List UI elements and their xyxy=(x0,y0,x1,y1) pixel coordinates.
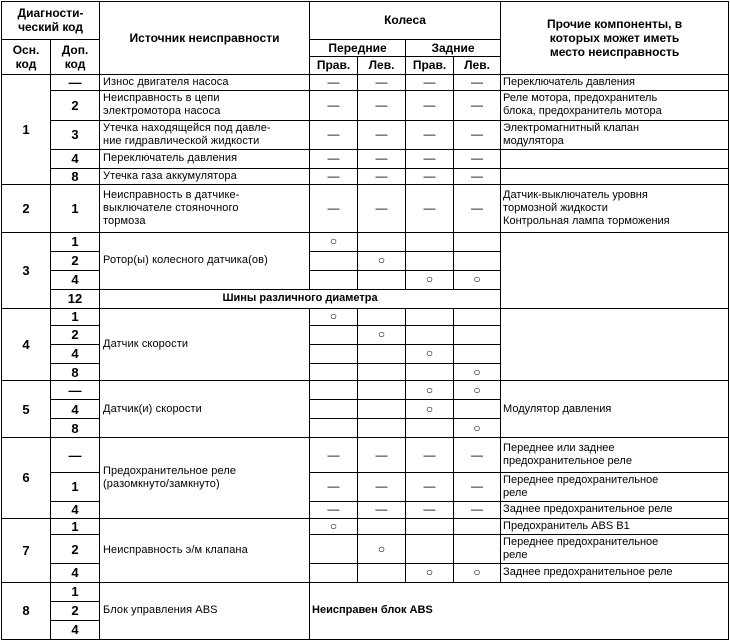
wheel-front-left-mark: — xyxy=(358,74,406,90)
wheel-front-left-mark: ○ xyxy=(358,535,406,563)
main-code: 7 xyxy=(2,518,51,582)
wheel-front-right-mark: — xyxy=(310,473,358,501)
wheel-rear-left-mark: — xyxy=(454,438,501,473)
other-components xyxy=(501,232,729,308)
wheel-rear-left-mark: ○ xyxy=(454,270,501,289)
header-other: Прочие компоненты, в которых может иметь место неисправность xyxy=(501,2,729,75)
sub-code: 4 xyxy=(51,620,100,639)
other-components: Заднее предохранительное реле xyxy=(501,501,729,518)
sub-code: 1 xyxy=(51,582,100,601)
fault-source: Ротор(ы) колесного датчика(ов) xyxy=(100,232,310,289)
wheel-front-left-mark xyxy=(358,400,406,419)
wheel-front-right-mark: ○ xyxy=(310,232,358,251)
sub-code: 4 xyxy=(51,501,100,518)
wheel-front-right-mark: — xyxy=(310,74,358,90)
diagnostic-code-table xyxy=(1,1,729,640)
sub-code: 12 xyxy=(51,289,100,308)
sub-code: 1 xyxy=(51,308,100,325)
wheel-front-right-mark xyxy=(310,563,358,582)
wheel-front-left-mark: — xyxy=(358,438,406,473)
main-code: 3 xyxy=(2,232,51,308)
sub-code: 4 xyxy=(51,344,100,363)
wheel-rear-right-mark: ○ xyxy=(406,381,454,400)
wheel-rear-left-mark: ○ xyxy=(454,381,501,400)
wheel-front-right-mark xyxy=(310,400,358,419)
fault-source: Переключатель давления xyxy=(100,149,310,168)
sub-code: 2 xyxy=(51,325,100,344)
other-components: Переднее или заднее предохранительное реле xyxy=(501,438,729,473)
table-row xyxy=(2,168,729,185)
other-components: Заднее предохранительное реле xyxy=(501,563,729,582)
sub-code: 1 xyxy=(51,473,100,501)
table-row xyxy=(2,518,729,535)
main-code: 2 xyxy=(2,185,51,232)
header-wheels: Колеса xyxy=(310,2,501,40)
wheel-rear-right-mark xyxy=(406,308,454,325)
wheel-front-left-mark: — xyxy=(358,185,406,232)
sub-code: 2 xyxy=(51,90,100,121)
wheel-front-left-mark: ○ xyxy=(358,251,406,270)
other-components: Переднее предохранительное реле xyxy=(501,535,729,563)
sub-code: — xyxy=(51,74,100,90)
wheel-front-right-mark: — xyxy=(310,438,358,473)
fault-source: Предохранительное реле (разомкнуто/замкнуто) xyxy=(100,438,310,518)
fault-source: Неисправность в цепи электромотора насоса xyxy=(100,90,310,121)
wheel-front-right-mark: — xyxy=(310,501,358,518)
header-front: Передние xyxy=(310,39,406,56)
sub-code: 1 xyxy=(51,185,100,232)
abs-unit-note: Неисправен блок ABS xyxy=(310,582,729,639)
header-sub-code: Доп. код xyxy=(51,39,100,74)
table-row xyxy=(2,74,729,90)
wheel-front-right-mark xyxy=(310,344,358,363)
wheel-front-right-mark xyxy=(310,363,358,381)
wheel-rear-right-mark: — xyxy=(406,473,454,501)
wheel-rear-right-mark: — xyxy=(406,501,454,518)
wheel-front-right-mark: — xyxy=(310,185,358,232)
header-rear: Задние xyxy=(406,39,501,56)
wheel-rear-left-mark xyxy=(454,400,501,419)
wheel-rear-left-mark xyxy=(454,308,501,325)
wheel-front-left-mark: — xyxy=(358,149,406,168)
sub-code: — xyxy=(51,381,100,400)
wheel-rear-left-mark: — xyxy=(454,90,501,121)
wheel-front-left-mark: — xyxy=(358,473,406,501)
wheel-front-left-mark: — xyxy=(358,90,406,121)
wheel-rear-left-mark xyxy=(454,518,501,535)
wheel-front-left-mark: ○ xyxy=(358,325,406,344)
wheel-front-left-mark xyxy=(358,308,406,325)
other-components: Реле мотора, предохранитель блока, предохранитель мотора xyxy=(501,90,729,121)
wheel-front-left-mark xyxy=(358,270,406,289)
main-code: 6 xyxy=(2,438,51,518)
wheel-rear-right-mark: ○ xyxy=(406,344,454,363)
sub-code: — xyxy=(51,438,100,473)
wheel-rear-right-mark: ○ xyxy=(406,563,454,582)
wheel-rear-right-mark: — xyxy=(406,168,454,185)
wheel-rear-right-mark: — xyxy=(406,438,454,473)
wheel-rear-left-mark: — xyxy=(454,121,501,149)
table-row xyxy=(2,308,729,325)
table-row xyxy=(2,90,729,121)
sub-code: 2 xyxy=(51,535,100,563)
wheel-front-left-mark: — xyxy=(358,168,406,185)
header-front-right: Прав. xyxy=(310,56,358,74)
wheel-front-left-mark xyxy=(358,419,406,438)
tire-size-note: Шины различного диаметра xyxy=(100,289,501,308)
header-rear-right: Прав. xyxy=(406,56,454,74)
fault-source: Утечка находящейся под давле- ние гидравлической жидкости xyxy=(100,121,310,149)
fault-source: Утечка газа аккумулятора xyxy=(100,168,310,185)
sub-code: 3 xyxy=(51,121,100,149)
wheel-front-right-mark: ○ xyxy=(310,308,358,325)
table-row xyxy=(2,438,729,473)
sub-code: 1 xyxy=(51,232,100,251)
sub-code: 4 xyxy=(51,149,100,168)
main-code: 4 xyxy=(2,308,51,381)
table-row xyxy=(2,149,729,168)
table-row xyxy=(2,232,729,251)
wheel-front-right-mark xyxy=(310,419,358,438)
other-components: Электромагнитный клапан модулятора xyxy=(501,121,729,149)
other-components xyxy=(501,308,729,381)
wheel-rear-left-mark xyxy=(454,251,501,270)
wheel-rear-right-mark xyxy=(406,419,454,438)
wheel-front-right-mark: ○ xyxy=(310,518,358,535)
wheel-rear-left-mark: ○ xyxy=(454,419,501,438)
wheel-rear-left-mark xyxy=(454,325,501,344)
wheel-rear-right-mark: — xyxy=(406,74,454,90)
wheel-rear-left-mark: — xyxy=(454,74,501,90)
other-components: Датчик-выключатель уровня тормозной жидкости Контрольная лампа торможения xyxy=(501,185,729,232)
other-components: Переднее предохранительное реле xyxy=(501,473,729,501)
wheel-front-right-mark xyxy=(310,535,358,563)
other-components: Модулятор давления xyxy=(501,381,729,438)
fault-source: Износ двигателя насоса xyxy=(100,74,310,90)
wheel-front-right-mark xyxy=(310,381,358,400)
sub-code: 1 xyxy=(51,518,100,535)
header-main-code: Осн. код xyxy=(2,39,51,74)
header-source: Источник неисправности xyxy=(100,2,310,75)
wheel-rear-right-mark xyxy=(406,232,454,251)
other-components xyxy=(501,149,729,168)
sub-code: 2 xyxy=(51,251,100,270)
sub-code: 4 xyxy=(51,270,100,289)
wheel-rear-left-mark: — xyxy=(454,149,501,168)
fault-source: Неисправность в датчике- выключателе стояночного тормоза xyxy=(100,185,310,232)
wheel-rear-right-mark xyxy=(406,518,454,535)
other-components: Переключатель давления xyxy=(501,74,729,90)
wheel-rear-right-mark xyxy=(406,325,454,344)
wheel-front-right-mark xyxy=(310,251,358,270)
wheel-front-right-mark: — xyxy=(310,168,358,185)
wheel-rear-right-mark: — xyxy=(406,185,454,232)
sub-code: 8 xyxy=(51,168,100,185)
wheel-rear-right-mark: — xyxy=(406,90,454,121)
wheel-rear-right-mark: ○ xyxy=(406,270,454,289)
sub-code: 8 xyxy=(51,419,100,438)
wheel-rear-left-mark: ○ xyxy=(454,563,501,582)
other-components xyxy=(501,168,729,185)
wheel-rear-right-mark xyxy=(406,251,454,270)
header-diag-code: Диагности- ческий код xyxy=(2,2,100,40)
wheel-rear-left-mark: — xyxy=(454,168,501,185)
wheel-rear-left-mark xyxy=(454,344,501,363)
table-row xyxy=(2,185,729,232)
wheel-front-left-mark xyxy=(358,344,406,363)
wheel-front-right-mark xyxy=(310,270,358,289)
wheel-front-right-mark: — xyxy=(310,121,358,149)
wheel-front-left-mark: — xyxy=(358,121,406,149)
sub-code: 2 xyxy=(51,601,100,620)
fault-source: Датчик скорости xyxy=(100,308,310,381)
sub-code: 4 xyxy=(51,400,100,419)
wheel-front-right-mark: — xyxy=(310,149,358,168)
wheel-front-left-mark: — xyxy=(358,501,406,518)
wheel-front-left-mark xyxy=(358,381,406,400)
wheel-rear-left-mark: — xyxy=(454,473,501,501)
main-code: 8 xyxy=(2,582,51,639)
table-row xyxy=(2,582,729,601)
wheel-front-left-mark xyxy=(358,518,406,535)
wheel-rear-right-mark: — xyxy=(406,121,454,149)
table-row xyxy=(2,121,729,149)
wheel-front-left-mark xyxy=(358,363,406,381)
fault-source: Неисправность э/м клапана xyxy=(100,518,310,582)
sub-code: 8 xyxy=(51,363,100,381)
wheel-rear-right-mark xyxy=(406,535,454,563)
wheel-front-right-mark: — xyxy=(310,90,358,121)
wheel-rear-left-mark: — xyxy=(454,501,501,518)
wheel-rear-left-mark xyxy=(454,535,501,563)
main-code: 5 xyxy=(2,381,51,438)
other-components: Предохранитель ABS B1 xyxy=(501,518,729,535)
fault-source: Датчик(и) скорости xyxy=(100,381,310,438)
header-rear-left: Лев. xyxy=(454,56,501,74)
wheel-rear-left-mark xyxy=(454,232,501,251)
wheel-rear-left-mark: ○ xyxy=(454,363,501,381)
wheel-front-left-mark xyxy=(358,232,406,251)
wheel-rear-right-mark: — xyxy=(406,149,454,168)
main-code: 1 xyxy=(2,74,51,185)
wheel-rear-left-mark: — xyxy=(454,185,501,232)
wheel-front-right-mark xyxy=(310,325,358,344)
fault-source: Блок управления ABS xyxy=(100,582,310,639)
sub-code: 4 xyxy=(51,563,100,582)
wheel-rear-right-mark xyxy=(406,363,454,381)
wheel-front-left-mark xyxy=(358,563,406,582)
header-front-left: Лев. xyxy=(358,56,406,74)
wheel-rear-right-mark: ○ xyxy=(406,400,454,419)
table-row xyxy=(2,381,729,400)
